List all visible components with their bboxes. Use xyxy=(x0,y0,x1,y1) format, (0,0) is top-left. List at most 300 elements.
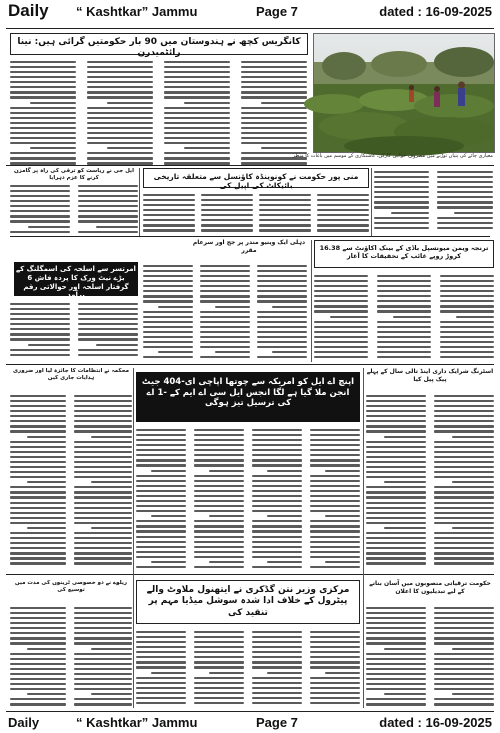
text-line xyxy=(78,303,138,305)
text-line xyxy=(74,673,132,675)
text-line xyxy=(374,196,429,198)
text-line xyxy=(434,637,494,639)
text-line xyxy=(366,496,426,498)
text-line xyxy=(143,209,195,211)
text-line xyxy=(143,214,195,216)
text-line xyxy=(200,321,250,323)
text-line xyxy=(136,530,186,532)
text-line xyxy=(366,612,426,614)
text-line xyxy=(136,480,186,482)
text-line xyxy=(252,434,302,436)
text-line xyxy=(10,142,76,144)
text-line xyxy=(194,656,244,658)
text-line xyxy=(434,552,494,554)
text-line xyxy=(136,495,186,497)
text-line xyxy=(10,127,76,129)
text-line xyxy=(107,147,153,149)
text-line xyxy=(310,449,360,451)
text-line xyxy=(434,532,494,534)
headline-bottom-right: حکومت ترقیاتی منصوبوں میں آسان بنانے کے لیے تبدیلیوں کا اعلان xyxy=(369,580,491,595)
text-line xyxy=(257,331,307,333)
text-column xyxy=(10,58,76,166)
text-line xyxy=(194,475,244,477)
text-line xyxy=(74,502,132,504)
text-line xyxy=(310,666,360,668)
text-line xyxy=(194,536,244,538)
text-line xyxy=(136,439,186,441)
text-line xyxy=(143,285,193,287)
text-line xyxy=(91,481,132,483)
text-line xyxy=(194,490,244,492)
text-line xyxy=(366,420,426,422)
text-line xyxy=(74,547,132,549)
text-line xyxy=(252,697,302,699)
text-line xyxy=(314,351,368,353)
article-center-small xyxy=(143,262,308,360)
text-line xyxy=(366,632,426,634)
text-line xyxy=(143,295,193,297)
text-line xyxy=(257,300,307,302)
text-line xyxy=(27,436,66,438)
text-line xyxy=(310,636,360,638)
text-line xyxy=(252,520,302,522)
text-line xyxy=(366,673,426,675)
text-line xyxy=(10,678,66,680)
text-line xyxy=(74,637,132,639)
text-column xyxy=(259,191,311,233)
text-line xyxy=(310,536,360,538)
text-line xyxy=(10,122,76,124)
text-line xyxy=(10,517,66,519)
text-line xyxy=(257,295,307,297)
text-line xyxy=(366,517,426,519)
text-line xyxy=(74,517,132,519)
text-line xyxy=(78,195,138,197)
text-line xyxy=(10,200,70,202)
text-line xyxy=(87,112,153,114)
text-line xyxy=(310,661,360,663)
text-line xyxy=(325,561,360,563)
headline-top-main: کانگریس کچھ نے ہندوستان میں 90 بار حکومتیں گرائی ہیں: نینا رائٹمیدرن xyxy=(10,33,308,55)
text-line xyxy=(252,525,302,527)
text-line xyxy=(10,471,66,473)
text-line xyxy=(252,636,302,638)
text-line xyxy=(366,617,426,619)
text-line xyxy=(434,678,494,680)
text-line xyxy=(136,656,186,658)
section-rule-4 xyxy=(6,574,494,575)
article-mid-center xyxy=(143,191,369,233)
text-column xyxy=(200,262,250,360)
text-line xyxy=(434,517,494,519)
text-line xyxy=(209,561,244,563)
text-line xyxy=(10,461,66,463)
text-line xyxy=(10,349,70,351)
text-line xyxy=(437,217,493,219)
text-line xyxy=(201,209,253,211)
text-line xyxy=(437,191,493,193)
text-line xyxy=(136,687,186,689)
text-line xyxy=(194,702,244,704)
text-line xyxy=(267,561,302,563)
text-line xyxy=(136,666,186,668)
text-line xyxy=(310,525,360,527)
tea-garden-image xyxy=(314,34,494,152)
headline-left-small-3: ریلوے نے دو خصوصی ٹرینوں کی مدت میں توسیع کی xyxy=(14,580,128,593)
text-line xyxy=(10,451,66,453)
text-line xyxy=(252,546,302,548)
text-line xyxy=(164,112,230,114)
text-line xyxy=(10,532,66,534)
text-line xyxy=(366,627,426,629)
text-column xyxy=(78,300,138,360)
text-line xyxy=(10,486,66,488)
headline-right-column: اسٹرنگ شرایک داری اینڈ تالی سال کے پہلے پیک پیل کیا xyxy=(366,368,494,383)
text-line xyxy=(257,356,307,358)
headline-left-box: امرتسر سے اسلحہ کی اسمگلنگ کے بڑے نیٹ ورک کا پردہ فاش 6 گرفتار اسلحہ اور حوالاتی رقم برآمد xyxy=(14,262,138,296)
text-line xyxy=(136,702,186,704)
text-line xyxy=(384,693,426,695)
text-line xyxy=(391,212,430,214)
text-line xyxy=(74,542,132,544)
text-line xyxy=(384,527,426,529)
text-line xyxy=(194,459,244,461)
text-line xyxy=(252,449,302,451)
text-line xyxy=(74,632,132,634)
footer-paper-name: “ Kashtkar” Jammu xyxy=(76,715,198,730)
text-line xyxy=(434,507,494,509)
text-line xyxy=(136,510,186,512)
text-line xyxy=(377,290,431,292)
text-line xyxy=(136,682,186,684)
text-line xyxy=(434,622,494,624)
text-line xyxy=(143,341,193,343)
text-line xyxy=(136,677,186,679)
text-line xyxy=(374,227,429,229)
text-line xyxy=(366,703,426,705)
text-line xyxy=(310,556,360,558)
text-line xyxy=(10,86,76,88)
text-line xyxy=(366,405,426,407)
text-line xyxy=(78,308,138,310)
text-line xyxy=(325,515,360,517)
text-line xyxy=(252,692,302,694)
text-line xyxy=(10,637,66,639)
footer xyxy=(6,713,494,731)
text-line xyxy=(87,122,153,124)
text-line xyxy=(272,306,307,308)
text-line xyxy=(143,265,193,267)
text-line xyxy=(314,280,368,282)
text-line xyxy=(252,556,302,558)
text-line xyxy=(434,425,494,427)
text-line xyxy=(91,648,132,650)
headline-center-main: اپنچ اے ایل کو امریکہ سے چوتھا اپاچی ای-404 جیٹ انجن ملا گیا ہے لگا انجس ایل سی اے ایم کے -1 اے کی ترسیل تیز ہوگی xyxy=(136,372,360,422)
text-line xyxy=(241,107,307,109)
text-line xyxy=(440,321,494,323)
text-column xyxy=(310,426,360,570)
text-line xyxy=(74,451,132,453)
text-line xyxy=(310,697,360,699)
text-line xyxy=(194,439,244,441)
text-line xyxy=(143,199,195,201)
text-line xyxy=(164,76,230,78)
text-line xyxy=(252,454,302,456)
text-line xyxy=(310,530,360,532)
text-line xyxy=(366,542,426,544)
text-line xyxy=(252,500,302,502)
text-line xyxy=(377,346,431,348)
text-line xyxy=(10,415,66,417)
text-line xyxy=(200,336,250,338)
text-line xyxy=(10,313,70,315)
text-line xyxy=(366,688,426,690)
text-line xyxy=(314,326,368,328)
text-column xyxy=(437,168,493,234)
text-line xyxy=(10,96,76,98)
text-line xyxy=(194,682,244,684)
text-line xyxy=(366,507,426,509)
text-line xyxy=(74,420,132,422)
text-line xyxy=(366,400,426,402)
text-line xyxy=(91,436,132,438)
text-line xyxy=(434,612,494,614)
text-line xyxy=(272,351,307,353)
text-column xyxy=(241,58,307,166)
text-line xyxy=(78,313,138,315)
text-line xyxy=(317,229,369,231)
text-line xyxy=(87,117,153,119)
text-line xyxy=(366,491,426,493)
text-column xyxy=(434,604,494,708)
text-line xyxy=(74,617,132,619)
text-line xyxy=(252,459,302,461)
footer-daily: Daily xyxy=(8,715,40,730)
text-line xyxy=(384,648,426,650)
text-line xyxy=(440,346,494,348)
text-line xyxy=(74,456,132,458)
text-column xyxy=(136,426,186,570)
text-line xyxy=(194,520,244,522)
column-divider xyxy=(133,368,134,708)
text-line xyxy=(241,142,307,144)
text-line xyxy=(10,537,66,539)
text-column xyxy=(440,272,494,360)
text-line xyxy=(310,677,360,679)
text-line xyxy=(257,336,307,338)
text-column xyxy=(201,191,253,233)
text-line xyxy=(259,219,311,221)
text-line xyxy=(164,96,230,98)
text-line xyxy=(136,546,186,548)
text-line xyxy=(194,510,244,512)
text-line xyxy=(10,446,66,448)
text-line xyxy=(437,181,493,183)
text-line xyxy=(74,612,132,614)
text-line xyxy=(366,446,426,448)
text-line xyxy=(143,280,193,282)
text-line xyxy=(87,91,153,93)
article-top-left xyxy=(10,58,308,168)
text-line xyxy=(74,658,132,660)
text-line xyxy=(74,522,132,524)
text-line xyxy=(377,285,431,287)
text-line xyxy=(136,500,186,502)
text-column xyxy=(10,300,70,360)
text-line xyxy=(30,102,76,104)
text-line xyxy=(10,231,70,233)
text-line xyxy=(252,485,302,487)
text-line xyxy=(74,491,132,493)
text-line xyxy=(366,471,426,473)
text-line xyxy=(366,562,426,564)
text-line xyxy=(434,430,494,432)
text-line xyxy=(151,470,186,472)
text-line xyxy=(74,486,132,488)
text-line xyxy=(10,512,66,514)
text-line xyxy=(194,646,244,648)
text-line xyxy=(200,300,250,302)
text-line xyxy=(194,480,244,482)
text-line xyxy=(366,537,426,539)
text-line xyxy=(434,562,494,564)
text-line xyxy=(10,157,76,159)
column-divider xyxy=(371,168,372,236)
text-line xyxy=(257,321,307,323)
text-line xyxy=(151,672,186,674)
text-line xyxy=(377,280,431,282)
text-line xyxy=(10,658,66,660)
text-line xyxy=(366,451,426,453)
text-line xyxy=(259,194,311,196)
text-line xyxy=(366,512,426,514)
text-line xyxy=(374,222,429,224)
tea-garden-photo xyxy=(313,33,495,153)
article-bottom-center xyxy=(136,628,360,708)
section-rule-3 xyxy=(6,364,494,365)
text-line xyxy=(28,344,70,346)
text-line xyxy=(10,703,66,705)
text-line xyxy=(87,61,153,63)
text-line xyxy=(314,300,368,302)
text-line xyxy=(437,196,493,198)
text-line xyxy=(310,454,360,456)
text-line xyxy=(252,566,302,568)
headline-center-small: دہلی ایک وینیو مندر پر جج اور سرعام مقرر xyxy=(192,239,306,254)
text-line xyxy=(252,530,302,532)
text-line xyxy=(10,632,66,634)
text-line xyxy=(164,117,230,119)
text-line xyxy=(136,429,186,431)
text-line xyxy=(10,507,66,509)
text-line xyxy=(136,646,186,648)
text-line xyxy=(10,190,70,192)
text-line xyxy=(10,328,70,330)
text-line xyxy=(10,607,66,609)
text-line xyxy=(136,566,186,568)
text-line xyxy=(261,102,307,104)
text-line xyxy=(310,651,360,653)
text-line xyxy=(194,525,244,527)
text-line xyxy=(74,512,132,514)
text-line xyxy=(78,349,138,351)
text-line xyxy=(194,530,244,532)
text-line xyxy=(78,210,138,212)
text-line xyxy=(252,429,302,431)
text-line xyxy=(136,444,186,446)
text-line xyxy=(434,547,494,549)
text-line xyxy=(434,512,494,514)
text-line xyxy=(317,214,369,216)
text-line xyxy=(454,212,493,214)
headline-bottom-center: مرکزی وزیر نتن گڈکری نے ایتھنول ملاوٹ والے پیٹرول کے خلاف ادا شدہ سوشل میڈیا مہم پر تنقید کی xyxy=(136,580,360,624)
text-line xyxy=(366,430,426,432)
text-line xyxy=(259,199,311,201)
text-line xyxy=(440,290,494,292)
text-line xyxy=(194,687,244,689)
text-line xyxy=(259,224,311,226)
text-line xyxy=(440,295,494,297)
text-line xyxy=(314,321,368,323)
article-right-top xyxy=(374,168,493,234)
text-line xyxy=(164,86,230,88)
text-line xyxy=(194,485,244,487)
text-line xyxy=(78,205,138,207)
text-line xyxy=(10,185,70,187)
text-line xyxy=(252,641,302,643)
text-line xyxy=(136,556,186,558)
text-line xyxy=(377,326,431,328)
text-line xyxy=(330,316,368,318)
text-line xyxy=(74,688,132,690)
text-line xyxy=(241,76,307,78)
text-line xyxy=(456,316,494,318)
text-line xyxy=(437,222,493,224)
text-line xyxy=(74,642,132,644)
text-column xyxy=(10,604,66,708)
text-line xyxy=(143,356,193,358)
masthead-paper-name: “ Kashtkar” Jammu xyxy=(76,4,198,19)
text-line xyxy=(252,656,302,658)
text-line xyxy=(74,395,132,397)
text-line xyxy=(200,316,250,318)
text-line xyxy=(325,672,360,674)
text-line xyxy=(252,541,302,543)
text-line xyxy=(10,420,66,422)
text-line xyxy=(434,522,494,524)
text-line xyxy=(434,607,494,609)
text-line xyxy=(28,226,70,228)
text-line xyxy=(440,275,494,277)
text-line xyxy=(194,505,244,507)
text-line xyxy=(241,127,307,129)
text-line xyxy=(78,333,138,335)
text-line xyxy=(194,464,244,466)
column-divider xyxy=(363,368,364,708)
text-line xyxy=(74,683,132,685)
text-line xyxy=(10,117,76,119)
text-line xyxy=(136,490,186,492)
text-line xyxy=(310,682,360,684)
text-line xyxy=(74,430,132,432)
text-line xyxy=(310,551,360,553)
text-line xyxy=(78,323,138,325)
text-line xyxy=(200,275,250,277)
headline-right-box: ترنجہ ویمن میونسپل باڈی کے بینک اکاؤنٹ سے 16.38 کروڑ روپے غائب کے تحقیقات کا آغاز xyxy=(314,240,494,268)
text-line xyxy=(434,496,494,498)
text-line xyxy=(314,290,368,292)
text-line xyxy=(87,137,153,139)
